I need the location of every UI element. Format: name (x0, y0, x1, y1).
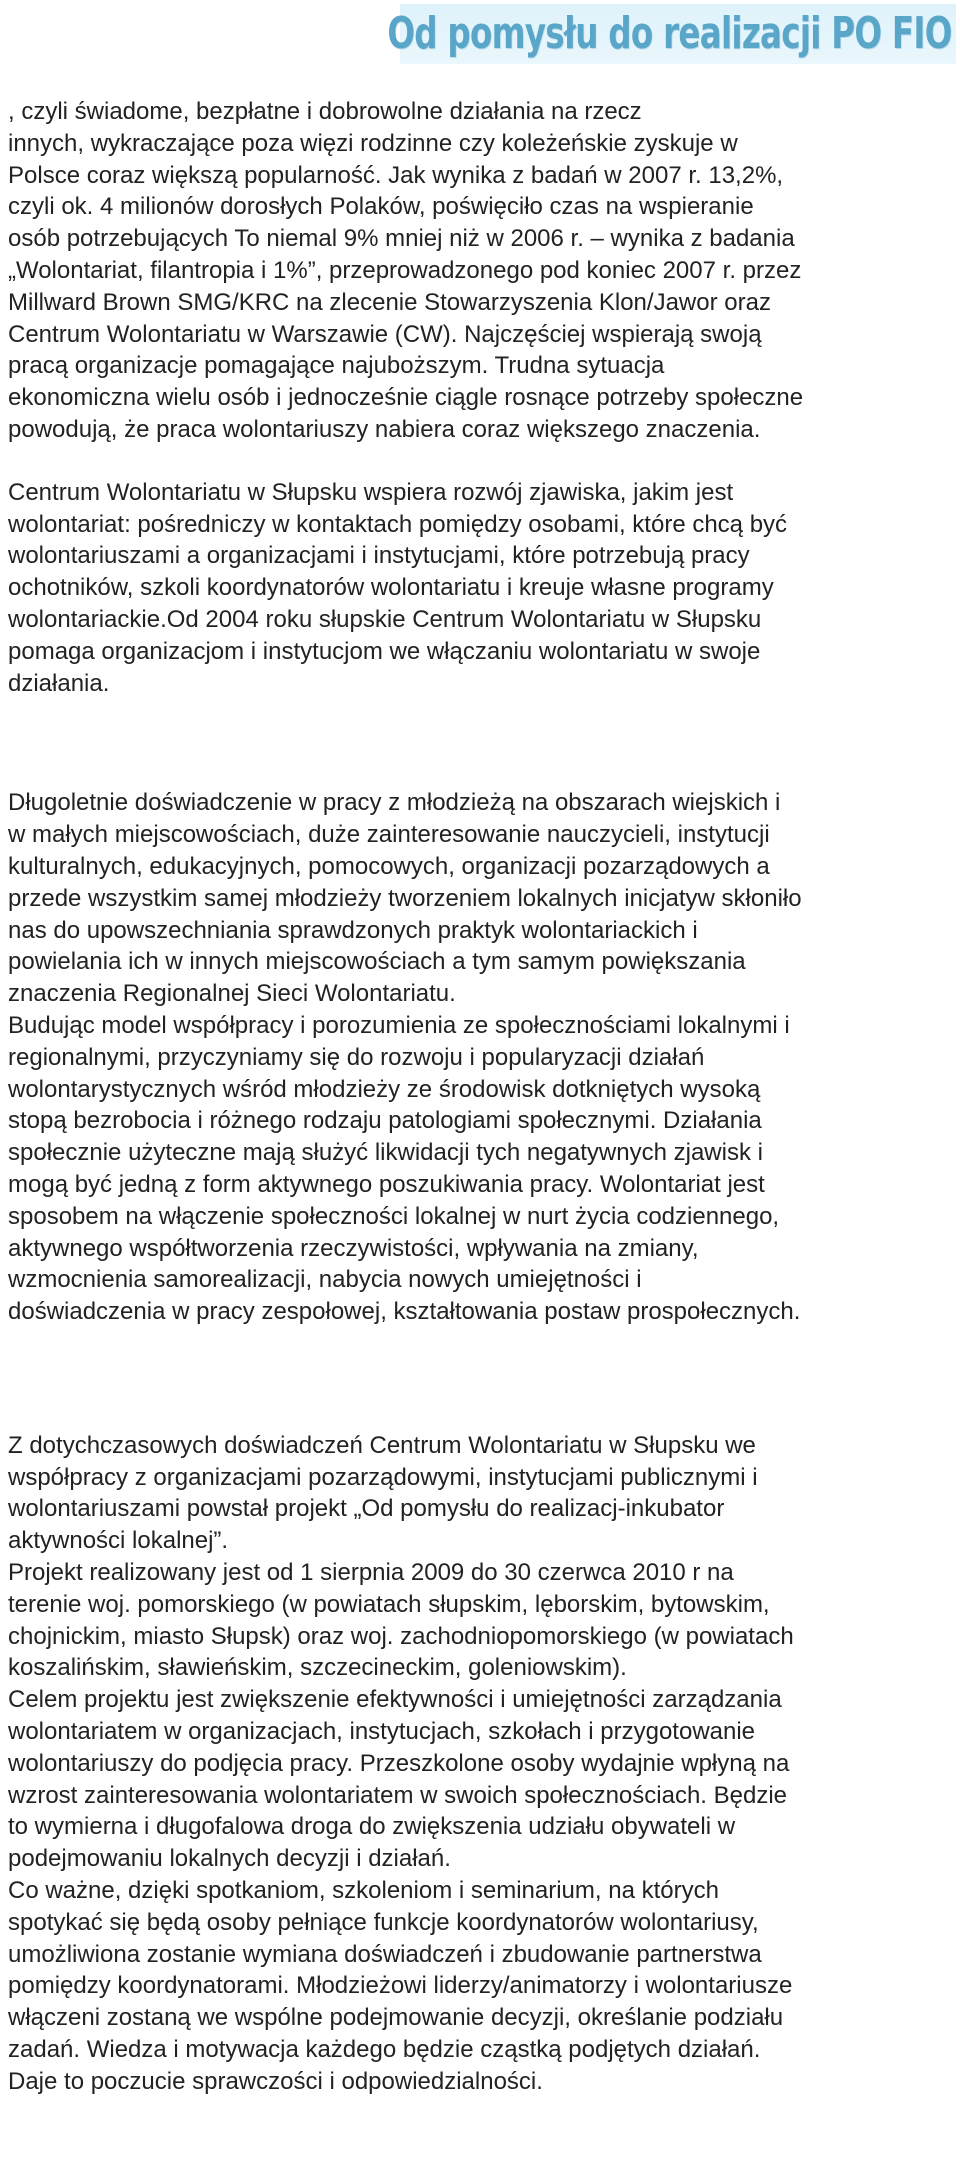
paragraph-centrum: Centrum Wolontariatu w Słupsku wspiera rozwój zjawiska, jakim jest wolontariat: pośredniczy w kontaktach pomiędzy osobami, które chcą być wolontariuszami a organizacjami i instytucjami, które potrzebują pracy ochotników, szkoli koordynatorów wolontariatu i kreuje własne programy wolontariackie.Od 2004 roku słupskie Centrum Wolontariatu w Słupsku pomaga organizacjom i instytucjom we włączaniu wolontariatu w swoje działania. (8, 478, 788, 697)
spacer (8, 446, 953, 477)
spacer (8, 699, 953, 787)
banner-title: Od pomysłu do realizacji PO FIO (387, 8, 952, 59)
header-banner (387, 4, 956, 64)
document-body (8, 96, 953, 2098)
paragraph-experience: Długoletnie doświadczenie w pracy z młodzieżą na obszarach wiejskich i w małych miejscowościach, duże zainteresowanie nauczycieli, instytucji kulturalnych, edukacyjnych, pomocowych, organizacji pozarządowych a przede wszystkim samej młodzieży tworzeniem lokalnych inicjatyw skłoniło nas do upowszechniania sprawdzonych praktyk wolontariackich i powielania ich w innych miejscowościach a tym samym powiększania znaczenia Regionalnej Sieci Wolontariatu. Budując model współpracy i porozumienia ze społecznościami lokalnymi i regionalnymi, przyczyniamy się do rozwoju i popularyzacji działań wolontarystycznych wśród młodzieży ze środowisk dotkniętych wysoką stopą bezrobocia i różnego rodzaju patologiami społecznymi. Działania społecznie użyteczne mają służyć likwidacji tych negatywnych zjawisk i mogą być jedną z form aktywnego poszukiwania pracy. Wolontariat jest sposobem na włączenie społeczności lokalnej w nurt życia codziennego, aktywnego współtworzenia rzeczywistości, wpływania na zmiany, wzmocnienia samorealizacji, nabycia nowych umiejętności i doświadczenia w pracy zespołowej, kształtowania postaw prospołecznych. (8, 789, 802, 1326)
paragraph-project: Z dotychczasowych doświadczeń Centrum Wolontariatu w Słupsku we współpracy z organizacjami pozarządowymi, instytucjami publicznymi i wolontariuszami powstał projekt „Od pomysłu do realizacj-inkubator aktywności lokalnej”. Projekt realizowany jest od 1 sierpnia 2009 do 30 czerwca 2010 r na terenie woj. pomorskiego (w powiatach słupskim, lęborskim, bytowskim, chojnickim, miasto Słupsk) oraz woj. zachodniopomorskiego (w powiatach koszalińskim, sławieńskim, szczecineckim, goleniowskim). Celem projektu jest zwiększenie efektywności i umiejętności zarządzania wolontariatem w organizacjach, instytucjach, szkołach i przygotowanie wolontariuszy do podjęcia pracy. Przeszkolone osoby wydajnie wpłyną na wzrost zainteresowania wolontariatem w swoich społecznościach. Będzie to wymierna i długofalowa droga do zwiększenia udziału obywateli w podejmowaniu lokalnych decyzji i działań. Co ważne, dzięki spotkaniom, szkoleniom i seminarium, na których spotykać się będą osoby pełniące funkcje koordynatorów wolontariusy, umożliwiona zostanie wymiana doświadczeń i zbudowanie partnerstwa pomiędzy koordynatorami. Młodzieżowi liderzy/animatorzy i wolontariusze włączeni zostaną we wspólne podejmowanie decyzji, określanie podziału zadań. Wiedza i motywacja każdego będzie cząstką podjętych działań. Daje to poczucie sprawczości i odpowiedzialności. (8, 1431, 794, 2095)
paragraph-intro: , czyli świadome, bezpłatne i dobrowolne działania na rzecz innych, wykraczające poza więzi rodzinne czy koleżeńskie zyskuje w Polsce coraz większą popularność. Jak wynika z badań w 2007 r. 13,2%, czyli ok. 4 milionów dorosłych Polaków, poświęciło czas na wspieranie osób potrzebujących To niemal 9% mniej niż w 2006 r. – wynika z badania „Wolontariat, filantropia i 1%”, przeprowadzonego pod koniec 2007 r. przez Millward Brown SMG/KRC na zlecenie Stowarzyszenia Klon/Jawor oraz Centrum Wolontariatu w Warszawie (CW). Najczęściej wspierają swoją pracą organizacje pomagające najuboższym. Trudna sytuacja ekonomiczna wielu osób i jednocześnie ciągle rosnące potrzeby społeczne powodują, że praca wolontariuszy nabiera coraz większego znaczenia. (8, 98, 804, 443)
spacer (8, 1328, 953, 1430)
